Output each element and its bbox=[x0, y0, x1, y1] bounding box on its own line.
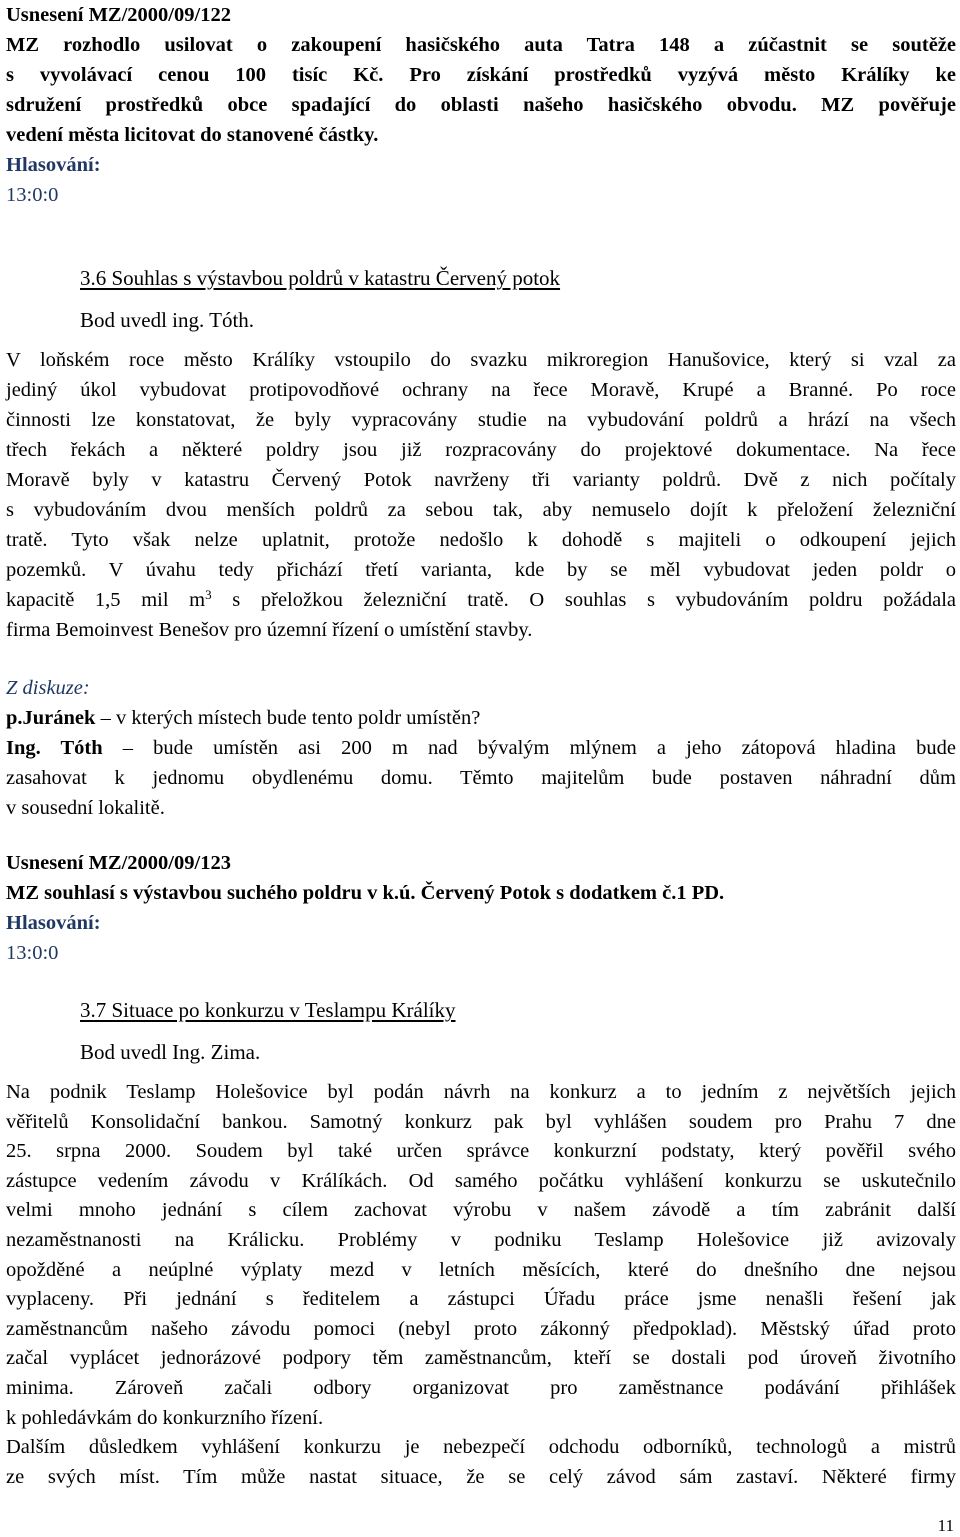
text-line: jediný úkol vybudovat protipovodňové ochrany na řece Moravě, Krupé a Branné. Po roce bbox=[6, 379, 956, 401]
text-line: Na podnik Teslamp Holešovice byl podán návrh na konkurz a to jedním z největších jejich bbox=[6, 1081, 956, 1103]
text-line: Dalším důsledkem vyhlášení konkurzu je nebezpečí odchodu odborníků, technologů a mistrů bbox=[6, 1436, 956, 1459]
discussion-answer bbox=[6, 733, 956, 823]
vote-result: 13:0:0 bbox=[6, 184, 59, 206]
text-line: v sousední lokalitě. bbox=[6, 797, 165, 819]
text-line: zasahovat k jednomu obydlenému domu. Těmto majitelům bude postaven náhradní dům bbox=[6, 767, 956, 789]
resolution-122-heading: Usnesení MZ/2000/09/122 bbox=[6, 4, 231, 26]
text-line: opožděné a neúplné výplaty mezd v letních měsících, které do dnešního dne nejsou bbox=[6, 1258, 956, 1281]
section-3-7-speaker: Bod uvedl Ing. Zima. bbox=[80, 1040, 261, 1064]
vote-result: 13:0:0 bbox=[6, 942, 59, 964]
capacity-superscript: 3 bbox=[205, 587, 212, 602]
text-line: třech řekách a některé poldry jsou již rozpracovány do projektové dokumentace. Na řece bbox=[6, 439, 956, 461]
section-3-7-title: 3.7 Situace po konkurzu v Teslampu Králíky bbox=[80, 998, 456, 1022]
capacity-pre: kapacitě 1,5 mil m bbox=[6, 589, 206, 611]
text-line: věřitelů Konsolidační bankou. Samotný konkurz pak byl vyhlášen soudem pro Prahu 7 dne bbox=[6, 1110, 956, 1133]
text-line: vedení města licitovat do stanovené částky. bbox=[6, 124, 379, 146]
discussion-question bbox=[6, 703, 956, 733]
resolution-123-heading: Usnesení MZ/2000/09/123 bbox=[6, 852, 231, 874]
text-line: začal vyplácet jednorázové podpory těm zaměstnancům, kteří se dostali pod úroveň životního bbox=[6, 1347, 956, 1370]
text-line: tratě. Tyto však nelze uplatnit, protože nedošlo k dohodě s majiteli o odkoupení jejich bbox=[6, 529, 956, 551]
text-line: pozemků. V úvahu tedy přichází třetí varianta, kde by se měl vybudovat jeden poldr o bbox=[6, 559, 956, 581]
text-line: firma Bemoinvest Benešov pro územní řízení o umístění stavby. bbox=[6, 619, 533, 641]
text-line: nezaměstnanosti na Králicku. Problémy v podniku Teslamp Holešovice již avizovaly bbox=[6, 1228, 956, 1251]
capacity-post: s přeložkou železniční tratě. O souhlas s vybudováním poldru požádala bbox=[211, 589, 956, 611]
questioner-name: p.Juránek bbox=[6, 707, 96, 729]
vote-label: Hlasování: bbox=[6, 912, 101, 934]
text-line: zástupce vedením závodu v Králíkách. Od samého počátku vyhlášení konkurzu se uskutečnilo bbox=[6, 1169, 956, 1192]
section-3-6-body bbox=[6, 345, 956, 645]
text-line: minima. Zároveň začali odbory organizovat pro zaměstnance podávání přihlášek bbox=[6, 1376, 956, 1399]
text-line: k pohledávkám do konkurzního řízení. bbox=[6, 1406, 324, 1429]
text-line: MZ rozhodlo usilovat o zakoupení hasičského auta Tatra 148 a zúčastnit se soutěže bbox=[6, 34, 956, 56]
text-line: 25. srpna 2000. Soudem byl také určen správce konkurzní podstaty, který pověřil svého bbox=[6, 1140, 956, 1163]
section-3-7-body bbox=[6, 1078, 956, 1492]
text-line bbox=[6, 585, 956, 615]
text-line: zaměstnancům našeho závodu pomoci (nebyl proto zákonný předpoklad). Městský úřad proto bbox=[6, 1317, 956, 1340]
section-3-6-title: 3.6 Souhlas s výstavbou poldrů v katastru Červený potok bbox=[80, 266, 561, 290]
text-line: velmi mnoho jednání s cílem zachovat výrobu v našem závodě a tím zabránit další bbox=[6, 1199, 956, 1222]
text-line bbox=[6, 733, 956, 763]
discussion-label: Z diskuze: bbox=[6, 677, 90, 699]
vote-label: Hlasování: bbox=[6, 154, 101, 176]
text-line: s vyvolávací cenou 100 tisíc Kč. Pro získání prostředků vyzývá město Králíky ke bbox=[6, 64, 956, 86]
text-line: sdružení prostředků obce spadající do oblasti našeho hasičského obvodu. MZ pověřuje bbox=[6, 94, 956, 116]
answerer-name: Ing. Tóth bbox=[6, 737, 103, 759]
answer-text: – bude umístěn asi 200 m nad bývalým mlýnem a jeho zátopová hladina bude bbox=[102, 737, 956, 759]
text-line: Moravě byly v katastru Červený Potok navrženy tři varianty poldrů. Dvě z nich počítaly bbox=[6, 469, 956, 491]
question-text: – v kterých místech bude tento poldr umístěn? bbox=[95, 707, 481, 729]
section-3-6-speaker: Bod uvedl ing. Tóth. bbox=[80, 308, 255, 332]
resolution-123-text: MZ souhlasí s výstavbou suchého poldru v k.ú. Červený Potok s dodatkem č.1 PD. bbox=[6, 882, 725, 904]
text-line: ze svých míst. Tím může nastat situace, že se celý závod sám zastaví. Některé firmy bbox=[6, 1465, 956, 1488]
text-line: vyplaceny. Při jednání s ředitelem a zástupci Úřadu práce jsme nenašli řešení jak bbox=[6, 1288, 956, 1311]
page-number: 11 bbox=[937, 1516, 954, 1535]
text-line: činnosti lze konstatovat, že byly vypracovány studie na vybudování poldrů a hrází na všech bbox=[6, 409, 956, 431]
text-line: V loňském roce město Králíky vstoupilo do svazku mikroregion Hanušovice, který si vzal za bbox=[6, 349, 956, 371]
text-line: s vybudováním dvou menších poldrů za sebou tak, aby nemuselo dojít k přeložení železniční bbox=[6, 499, 956, 521]
resolution-122-text bbox=[6, 30, 956, 150]
